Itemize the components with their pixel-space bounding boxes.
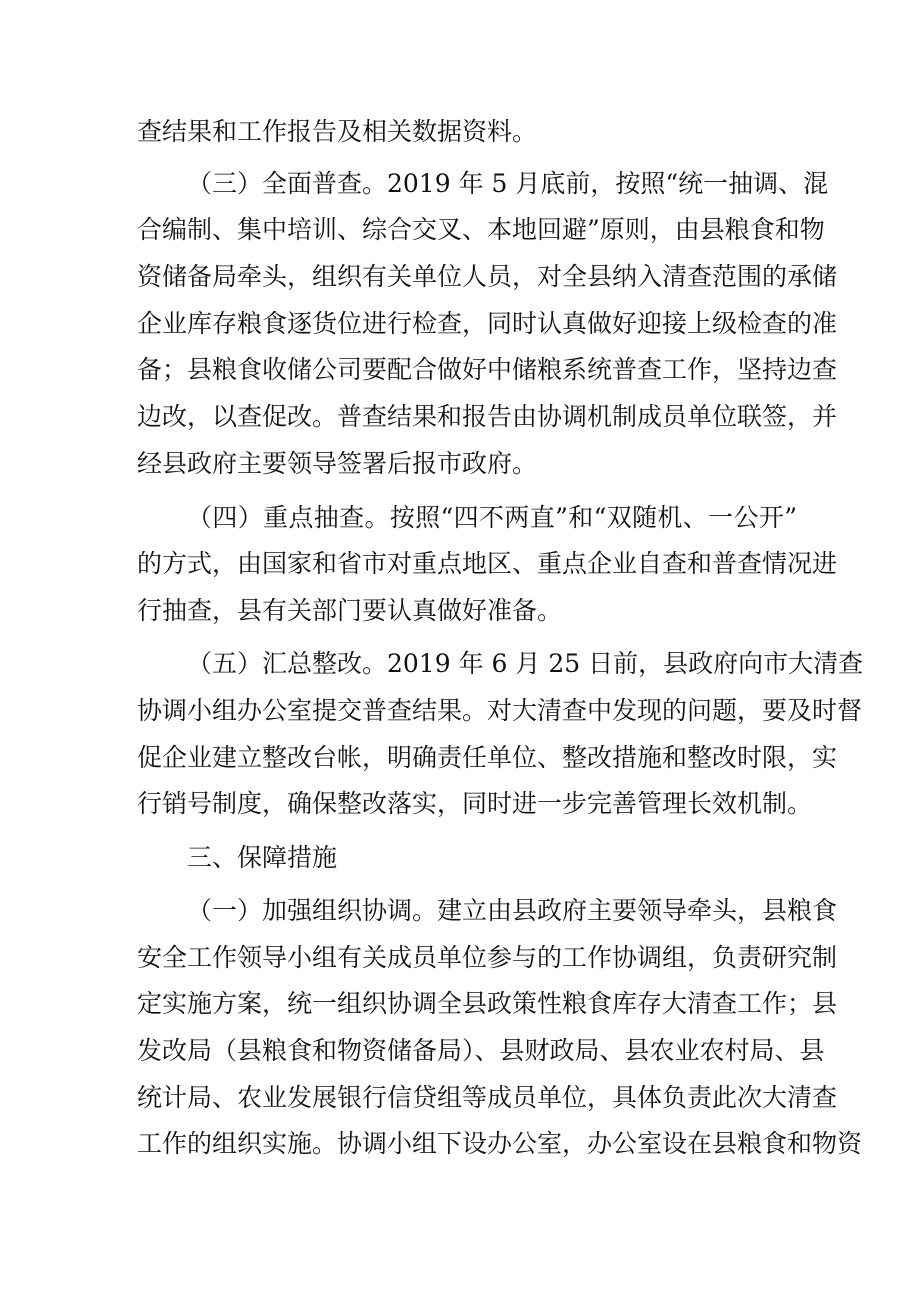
section-heading: 三、保障措施 bbox=[187, 843, 338, 872]
text-line: 定实施方案，统一组织协调全县政策性粮食库存大清查工作；县 bbox=[137, 989, 838, 1018]
text-line: 备；县粮食收储公司要配合做好中储粮系统普查工作，坚持边查 bbox=[137, 355, 838, 384]
text-line: 发改局（县粮食和物资储备局）、县财政局、县农业农村局、县 bbox=[137, 1036, 825, 1065]
text-line: 促企业建立整改台帐，明确责任单位、整改措施和整改时限，实 bbox=[137, 743, 838, 772]
text-line: 安全工作领导小组有关成员单位参与的工作协调组，负责研究制 bbox=[137, 943, 838, 972]
text-line: 资储备局牵头，组织有关单位人员，对全县纳入清查范围的承储 bbox=[137, 262, 838, 291]
text-line: 工作的组织实施。协调小组下设办公室，办公室设在县粮食和物资 bbox=[137, 1129, 863, 1158]
text-line: （四）重点抽查。按照“四不两直”和“双随机、一公开” bbox=[187, 503, 797, 532]
text-line: 行销号制度，确保整改落实，同时进一步完善管理长效机制。 bbox=[137, 789, 813, 818]
text-line: （三）全面普查。2019 年 5 月底前，按照“统一抽调、混 bbox=[187, 169, 829, 198]
text-line: （一）加强组织协调。建立由县政府主要领导牵头，县粮食 bbox=[187, 896, 838, 925]
text-line: 企业库存粮食逐货位进行检查，同时认真做好迎接上级检查的准 bbox=[137, 309, 838, 338]
text-line: 的方式，由国家和省市对重点地区、重点企业自查和普查情况进 bbox=[137, 549, 838, 578]
text-line: 经县政府主要领导签署后报市政府。 bbox=[137, 449, 538, 478]
text-line: 查结果和工作报告及相关数据资料。 bbox=[137, 117, 538, 146]
text-line: 边改，以查促改。普查结果和报告由协调机制成员单位联签，并 bbox=[137, 402, 838, 431]
text-line: 行抽查，县有关部门要认真做好准备。 bbox=[137, 596, 563, 625]
text-line: 合编制、集中培训、综合交叉、本地回避”原则，由县粮食和物 bbox=[137, 215, 825, 244]
text-line: 协调小组办公室提交普查结果。对大清查中发现的问题，要及时督 bbox=[137, 696, 863, 725]
text-line: 统计局、农业发展银行信贷组等成员单位，具体负责此次大清查 bbox=[137, 1083, 838, 1112]
text-line: （五）汇总整改。2019 年 6 月 25 日前，县政府向市大清查 bbox=[187, 649, 864, 678]
